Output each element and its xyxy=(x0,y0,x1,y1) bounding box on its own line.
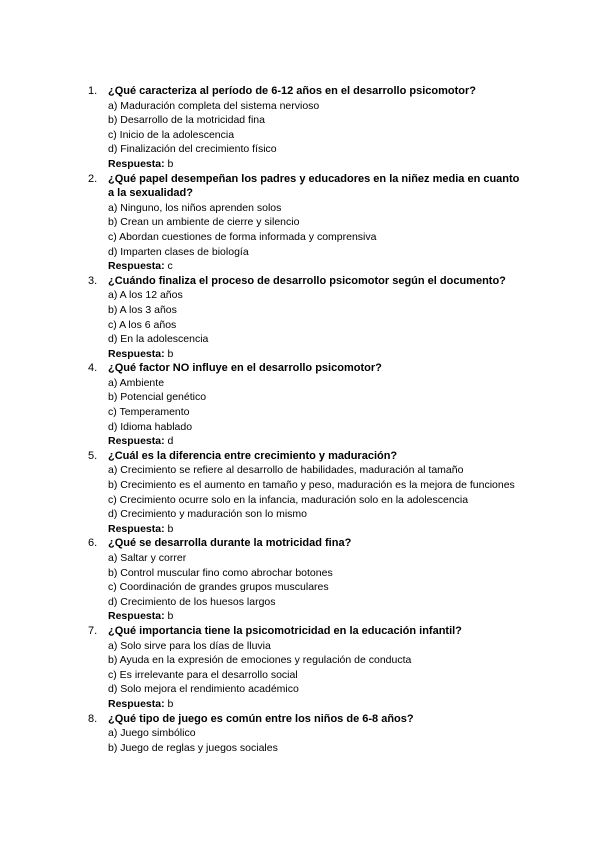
answer-option: b) Ayuda en la expresión de emociones y regulación de conducta xyxy=(108,654,412,667)
answer-value: b xyxy=(167,347,174,360)
answer-option: a) Crecimiento se refiere al desarrollo de habilidades, maduración al tamaño xyxy=(108,464,464,477)
answer-line xyxy=(108,259,528,274)
answer-option: b) Desarrollo de la motricidad fina xyxy=(108,114,265,127)
answer-option: c) Es irrelevante para el desarrollo social xyxy=(108,668,298,681)
question-item xyxy=(88,84,528,172)
answer-value: b xyxy=(167,697,174,710)
question-item xyxy=(88,274,528,362)
answer-option: c) A los 6 años xyxy=(108,318,177,331)
answer-option: d) Imparten clases de biología xyxy=(108,245,249,258)
answer-option: d) Finalización del crecimiento físico xyxy=(108,143,277,156)
answer-option: b) Potencial genético xyxy=(108,391,207,404)
answer-line xyxy=(108,434,528,449)
question-item xyxy=(88,361,528,449)
answer-line xyxy=(108,157,528,172)
answer-option: a) Solo sirve para los días de lluvia xyxy=(108,639,271,652)
question-text: ¿Qué importancia tiene la psicomotricidad en la educación infantil? xyxy=(108,624,462,637)
answer-option: d) En la adolescencia xyxy=(108,333,209,346)
question-text: ¿Cuándo finaliza el proceso de desarrollo psicomotor según el documento? xyxy=(108,274,506,287)
question-number: 2. xyxy=(88,172,98,185)
answer-option: b) Juego de reglas y juegos sociales xyxy=(108,741,278,754)
answer-label: Respuesta: xyxy=(108,260,165,273)
answer-option: c) Temperamento xyxy=(108,406,190,419)
question-text: ¿Qué se desarrolla durante la motricidad fina? xyxy=(108,537,352,550)
answer-option: a) Ninguno, los niños aprenden solos xyxy=(108,201,282,214)
answer-option: d) Solo mejora el rendimiento académico xyxy=(108,683,299,696)
question-number: 3. xyxy=(88,274,98,287)
answer-label: Respuesta: xyxy=(108,347,165,360)
question-number: 6. xyxy=(88,537,98,550)
answer-option: b) Control muscular fino como abrochar botones xyxy=(108,566,333,579)
answer-label: Respuesta: xyxy=(108,157,165,170)
answer-option: c) Coordinación de grandes grupos musculares xyxy=(108,581,329,594)
answer-value: d xyxy=(167,435,174,448)
answer-option: a) Ambiente xyxy=(108,376,165,389)
answer-label: Respuesta: xyxy=(108,697,165,710)
answer-label: Respuesta: xyxy=(108,610,165,623)
answer-line xyxy=(108,609,528,624)
answer-option: a) Juego simbólico xyxy=(108,727,196,740)
answer-option: b) Crecimiento es el aumento en tamaño y peso, maduración es la mejora de funciones xyxy=(108,479,515,492)
question-item xyxy=(88,624,528,712)
answer-value: b xyxy=(167,522,174,535)
question-item xyxy=(88,172,528,274)
question-text: ¿Cuál es la diferencia entre crecimiento y maduración? xyxy=(108,449,398,462)
question-item xyxy=(88,712,528,756)
answer-line xyxy=(108,347,528,362)
answer-option: d) Crecimiento de los huesos largos xyxy=(108,595,276,608)
question-text: ¿Qué caracteriza al período de 6-12 años en el desarrollo psicomotor? xyxy=(108,85,477,97)
question-item xyxy=(88,536,528,624)
answer-option: c) Crecimiento ocurre solo en la infancia, maduración solo en la adolescencia xyxy=(108,493,469,506)
answer-value: b xyxy=(167,157,174,170)
question-text: ¿Qué factor NO influye en el desarrollo psicomotor? xyxy=(108,362,382,375)
answer-option: a) Maduración completa del sistema nervioso xyxy=(108,99,320,112)
question-number: 1. xyxy=(88,85,98,97)
answer-label: Respuesta: xyxy=(108,522,165,535)
question-number: 4. xyxy=(88,362,98,375)
answer-option: c) Abordan cuestiones de forma informada y comprensiva xyxy=(108,230,377,243)
question-text: ¿Qué tipo de juego es común entre los niños de 6-8 años? xyxy=(108,712,414,725)
answer-option: b) Crean un ambiente de cierre y silencio xyxy=(108,216,300,229)
answer-label: Respuesta: xyxy=(108,435,165,448)
answer-line xyxy=(108,522,528,537)
question-item xyxy=(88,449,528,537)
answer-option: d) Idioma hablado xyxy=(108,420,193,433)
answer-option: d) Crecimiento y maduración son lo mismo xyxy=(108,508,307,521)
answer-line xyxy=(108,697,528,712)
question-list xyxy=(88,84,528,755)
answer-option: c) Inicio de la adolescencia xyxy=(108,128,235,141)
question-number: 5. xyxy=(88,449,98,462)
question-text: ¿Qué papel desempeñan los padres y educadores en la niñez media en cuanto a la sexualidad? xyxy=(108,172,520,200)
answer-option: a) Saltar y correr xyxy=(108,552,187,564)
question-number: 7. xyxy=(88,624,98,637)
answer-option: b) A los 3 años xyxy=(108,303,177,316)
answer-value: c xyxy=(167,260,173,273)
question-number: 8. xyxy=(88,712,98,725)
answer-value: b xyxy=(167,610,174,623)
answer-option: a) A los 12 años xyxy=(108,289,183,302)
